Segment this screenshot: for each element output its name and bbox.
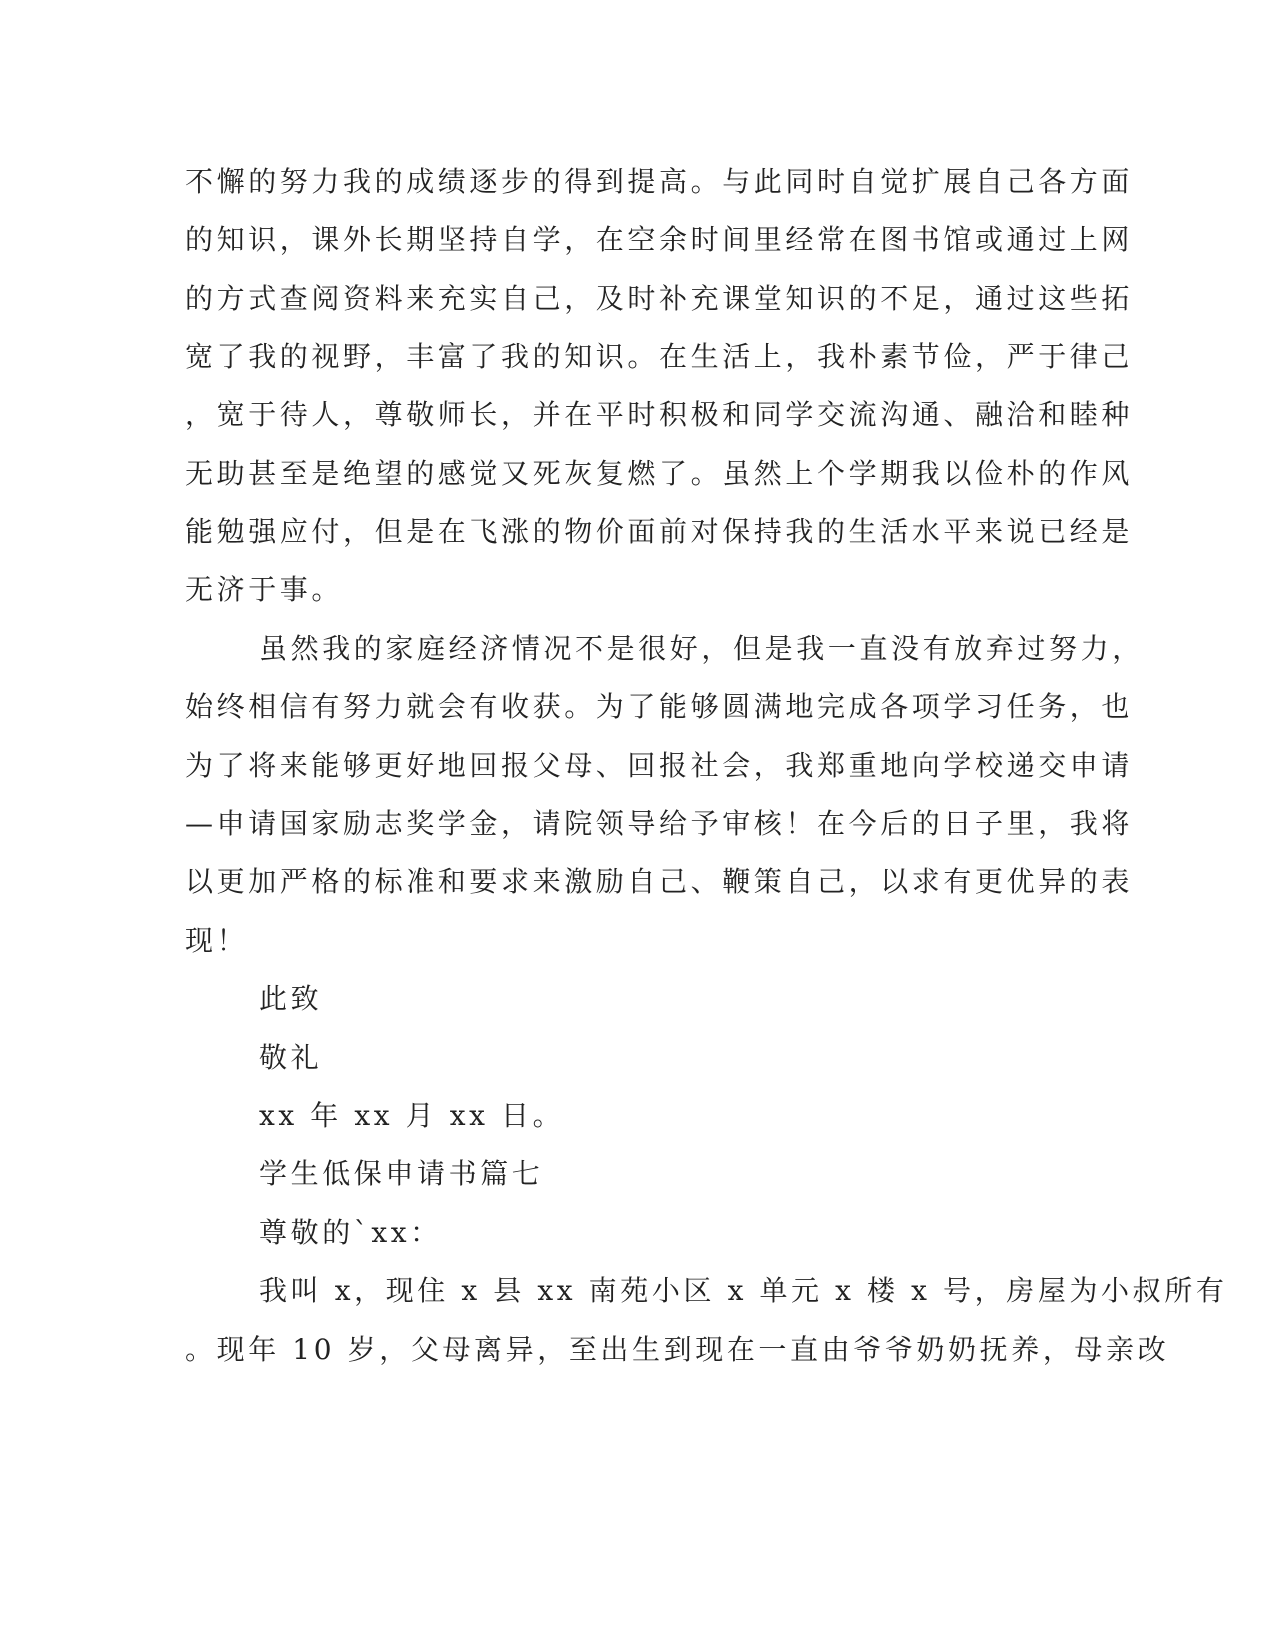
- text-line: 为了将来能够更好地回报父母、回报社会，我郑重地向学校递交申请: [185, 749, 1134, 782]
- date-line: xx 年 xx 月 xx 日。: [259, 1099, 565, 1132]
- closing-salutation: 此致: [259, 982, 323, 1015]
- text-line: 无济于事。: [185, 573, 344, 606]
- paragraph-first-line: 我叫 x，现住 x 县 xx 南苑小区 x 单元 x 楼 x 号，房屋为小叔所有: [259, 1274, 1228, 1307]
- text-line: 宽了我的视野，丰富了我的知识。在生活上，我朴素节俭，严于律己: [185, 340, 1134, 373]
- text-line: 的知识，课外长期坚持自学，在空余时间里经常在图书馆或通过上网: [185, 223, 1134, 256]
- text-line: 现！: [185, 924, 249, 957]
- text-line: 不懈的努力我的成绩逐步的得到提高。与此同时自觉扩展自己各方面: [185, 165, 1134, 198]
- text-line: 无助甚至是绝望的感觉又死灰复燃了。虽然上个学期我以俭朴的作风: [185, 457, 1134, 490]
- section-heading: 学生低保申请书篇七: [259, 1157, 544, 1190]
- text-line: 的方式查阅资料来充实自己，及时补充课堂知识的不足，通过这些拓: [185, 282, 1134, 315]
- text-line: 能勉强应付，但是在飞涨的物价面前对保持我的生活水平来说已经是: [185, 515, 1134, 548]
- text-line: 。现年 10 岁，父母离异，至出生到现在一直由爷爷奶奶抚养，母亲改: [185, 1333, 1170, 1366]
- closing-regards: 敬礼: [259, 1041, 323, 1074]
- paragraph-first-line: 虽然我的家庭经济情况不是很好，但是我一直没有放弃过努力，: [259, 632, 1144, 665]
- text-line: —申请国家励志奖学金，请院领导给予审核！在今后的日子里，我将: [185, 807, 1134, 840]
- letter-greeting: 尊敬的`xx：: [259, 1216, 442, 1249]
- text-line: ，宽于待人，尊敬师长，并在平时积极和同学交流沟通、融洽和睦种: [185, 398, 1134, 431]
- text-line: 以更加严格的标准和要求来激励自己、鞭策自己，以求有更优异的表: [185, 865, 1134, 898]
- text-line: 始终相信有努力就会有收获。为了能够圆满地完成各项学习任务，也: [185, 690, 1134, 723]
